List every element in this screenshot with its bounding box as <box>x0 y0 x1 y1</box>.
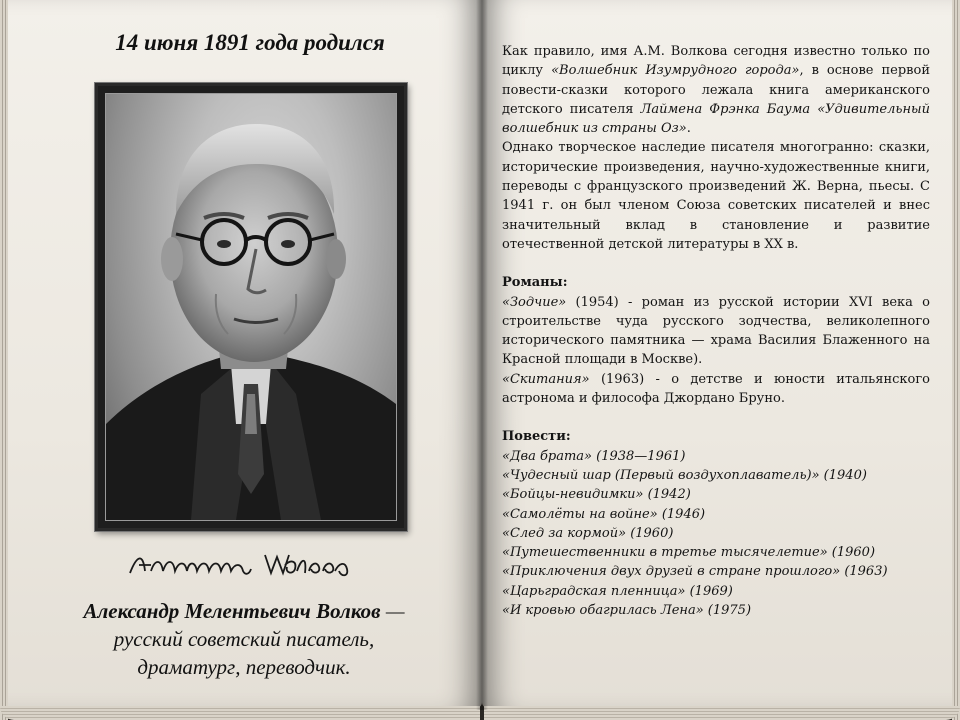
author-caption <box>20 597 468 681</box>
novel-item <box>502 370 930 409</box>
page-stack-bottom-right <box>484 706 960 720</box>
novel-item <box>502 293 930 370</box>
author-dash: — <box>380 599 405 623</box>
author-signature <box>125 545 365 585</box>
portrait-illustration <box>106 94 396 520</box>
birth-date-title: 14 июня 1891 года родился <box>115 30 385 55</box>
book-spine-gutter <box>476 0 488 710</box>
novel-title: «Скитания» <box>502 371 590 387</box>
oz-title: «Удивительный волшебник из страны Оз» <box>502 101 930 137</box>
portrait-photo <box>105 93 397 521</box>
author-caption-line3: драматург, переводчик. <box>137 655 351 679</box>
page-edges-right <box>952 0 960 720</box>
story-item: «Бойцы-невидимки» (1942) <box>502 487 691 503</box>
story-item: «Царьградская пленница» (1969) <box>502 583 733 599</box>
novel-title: «Зодчие» <box>502 294 567 310</box>
novel-desc: (1963) - о детстве и юности итальянского астронома и философа Джордано Бруно. <box>502 371 930 407</box>
novels-header: Романы: <box>502 275 568 291</box>
story-item: «Два брата» (1938—1961) <box>502 448 686 464</box>
story-item: «Чудесный шар (Первый воздухоплаватель)» (1940) <box>502 467 867 483</box>
story-item: «След за кормой» (1960) <box>502 525 674 541</box>
intro-text-2: , в основе первой повести-сказки которого лежала книга американского детского писателя <box>502 63 930 117</box>
signature-illustration <box>125 545 365 585</box>
story-item: «И кровью обагрилась Лена» (1975) <box>502 603 752 619</box>
novel-desc: (1954) - роман из русской истории XVI века о строительстве чуда русского зодчества, великолепного исторического памятника — храма Василия Блаженного на Красной площади в Москве). <box>502 294 930 368</box>
biography-text <box>502 42 930 620</box>
intro-paragraph <box>502 42 930 138</box>
cycle-title: «Волшебник Изумрудного города» <box>551 63 800 79</box>
page-edges-left <box>0 0 8 720</box>
portrait-photo-frame <box>95 83 407 531</box>
intro-text-1: Как правило, имя А.М. Волкова сегодня известно только по циклу <box>502 44 930 79</box>
baum-name: Лаймена Фрэнка Баума <box>640 101 811 117</box>
story-item: «Приключения двух друзей в стране прошлого» (1963) <box>502 564 888 580</box>
author-full-name: Александр Мелентьевич Волков <box>83 599 381 623</box>
story-item: «Самолёты на войне» (1946) <box>502 506 706 522</box>
author-caption-line2: русский советский писатель, <box>113 627 375 651</box>
author-caption-line1 <box>20 597 468 625</box>
intro-text-4: . <box>686 121 691 137</box>
page-stack-bottom-left <box>0 706 480 720</box>
stories-header: Повести: <box>502 429 571 445</box>
legacy-paragraph: Однако творческое наследие писателя многогранно: сказки, исторические произведения, научно-художественные книги, переводы с французского произведений Ж. Верна, пьесы. С 1941 г. он был членом Союза советских писателей и внес значительный вклад в становление и развитие отечественной детской литературы в XX в. <box>502 140 930 252</box>
story-item: «Путешественники в третье тысячелетие» (1960) <box>502 545 876 561</box>
